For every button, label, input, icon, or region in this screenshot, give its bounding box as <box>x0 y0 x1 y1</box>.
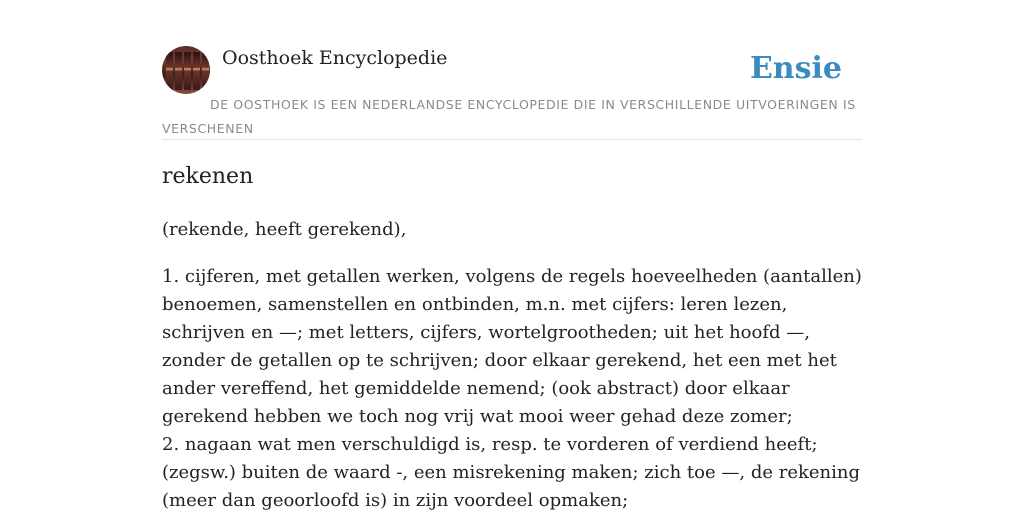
definition-2: 2. nagaan wat men verschuldigd is, resp. te vorderen of verdiend heeft; (zegsw.) buiten de waard -, een misrekening maken; zich toe —, de rekening (meer dan geoorloofd is) in zijn voordeel opmaken; <box>162 434 860 511</box>
book-spine-icon <box>184 52 191 90</box>
entry-title: rekenen <box>162 164 254 189</box>
book-spine-icon <box>202 52 209 90</box>
book-spine-icon <box>166 52 173 90</box>
definition-1: 1. cijferen, met getallen werken, volgens de regels hoeveelheden (aantallen) benoemen, samenstellen en ontbinden, m.n. met cijfers: leren lezen, schrijven en —; met letters, cijfers, wortelgrootheden; uit het hoofd —, zonder de getallen op te schrijven; door elkaar gerekend, het een met het ander vereffend, het gemiddelde nemend; (ook abstract) door elkaar gerekend hebben we toch nog vrij wat mooi weer gehad deze zomer; <box>162 266 862 427</box>
source-name-link[interactable]: Oosthoek Encyclopedie <box>222 47 448 69</box>
brand-logo-link[interactable]: Ensie <box>749 51 842 86</box>
book-spine-icon <box>193 52 200 90</box>
entry-forms: (rekende, heeft gerekend), <box>162 219 407 240</box>
source-avatar[interactable] <box>162 46 210 94</box>
source-description: DE OOSTHOEK IS EEN NEDERLANDSE ENCYCLOPEDIE DIE IN VERSCHILLENDE UITVOERINGEN IS VERSCHENEN <box>162 97 856 136</box>
source-header <box>162 46 862 140</box>
entry-content <box>162 216 862 512</box>
book-spine-icon <box>175 52 182 90</box>
